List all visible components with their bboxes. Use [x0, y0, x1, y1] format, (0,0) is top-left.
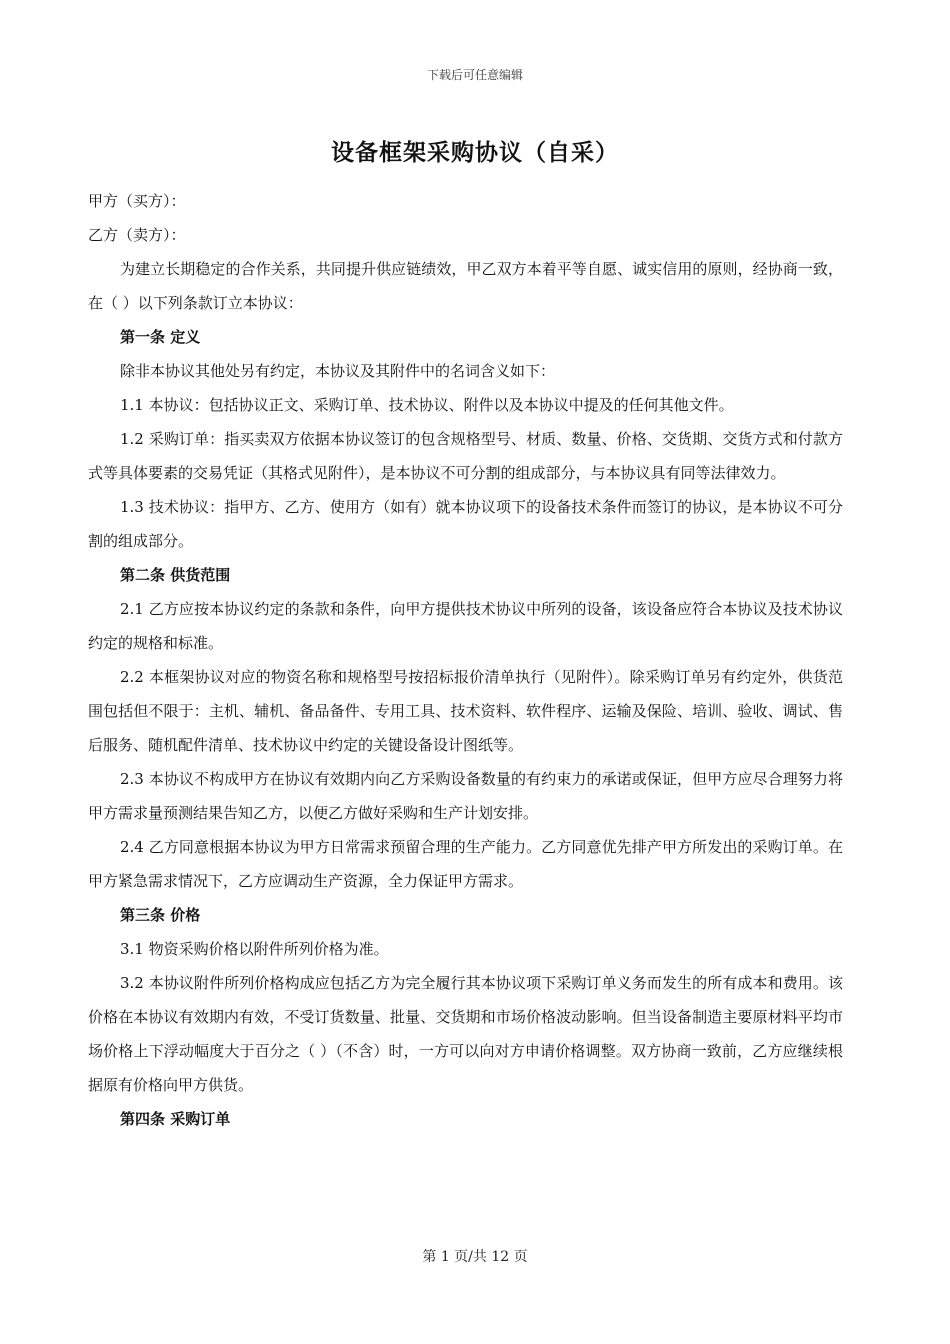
article-1-lead: 除非本协议其他处另有约定，本协议及其附件中的名词含义如下： — [120, 362, 556, 380]
party-b-line: 乙方（卖方）： — [88, 226, 186, 244]
article-3-heading: 第三条 价格 — [120, 906, 201, 924]
clause-1-3: 1.3 技术协议：指甲方、乙方、使用方（如有）就本协议项下的设备技术条件而签订的协议，是本协议不可分割的组成部分。 — [88, 498, 843, 550]
clause-3-2: 3.2 本协议附件所列价格构成应包括乙方为完全履行其本协议项下采购订单义务而发生的所有成本和费用。该价格在本协议有效期内有效，不受订货数量、批量、交货期和市场价格波动影响。但当设备制造主要原材料平均市场价格上下浮动幅度大于百分之（ ）（不含）时，一方可以向对方申请价格调整。双方协商一致前，乙方应继续根据原有价格向甲方供货。 — [88, 974, 843, 1094]
document-title: 设备框架采购协议（自采） — [331, 139, 619, 166]
clause-2-4: 2.4 乙方同意根据本协议为甲方日常需求预留合理的生产能力。乙方同意优先排产甲方所发出的采购订单。在甲方紧急需求情况下，乙方应调动生产资源，全力保证甲方需求。 — [88, 838, 843, 890]
article-1-heading: 第一条 定义 — [120, 328, 201, 346]
clause-3-1: 3.1 物资采购价格以附件所列价格为准。 — [120, 940, 389, 958]
article-2-heading: 第二条 供货范围 — [120, 566, 231, 584]
document-body — [88, 184, 843, 1136]
clause-1-1: 1.1 本协议：包括协议正文、采购订单、技术协议、附件以及本协议中提及的任何其他文件。 — [120, 396, 734, 414]
article-4-heading: 第四条 采购订单 — [120, 1110, 231, 1128]
header-note: 下载后可任意编辑 — [426, 68, 523, 82]
clause-2-2: 2.2 本框架协议对应的物资名称和规格型号按招标报价清单执行（见附件）。除采购订单另有约定外，供货范围包括但不限于：主机、辅机、备品备件、专用工具、技术资料、软件程序、运输及保险、培训、验收、调试、售后服务、随机配件清单、技术协议中约定的关键设备设计图纸等。 — [88, 668, 843, 754]
clause-2-3: 2.3 本协议不构成甲方在协议有效期内向乙方采购设备数量的有约束力的承诺或保证，但甲方应尽合理努力将甲方需求量预测结果告知乙方，以便乙方做好采购和生产计划安排。 — [88, 770, 843, 822]
intro-paragraph: 为建立长期稳定的合作关系，共同提升供应链绩效，甲乙双方本着平等自愿、诚实信用的原则，经协商一致，在（ ）以下列条款订立本协议： — [88, 260, 843, 312]
party-a-line: 甲方（买方）： — [88, 192, 186, 210]
clause-1-2: 1.2 采购订单：指买卖双方依据本协议签订的包含规格型号、材质、数量、价格、交货期、交货方式和付款方式等具体要素的交易凭证（其格式见附件），是本协议不可分割的组成部分，与本协议具有同等法律效力。 — [88, 430, 843, 482]
page-footer: 第 1 页/共 12 页 — [422, 1249, 528, 1265]
clause-2-1: 2.1 乙方应按本协议约定的条款和条件，向甲方提供技术协议中所列的设备，该设备应符合本协议及技术协议约定的规格和标准。 — [88, 600, 843, 652]
